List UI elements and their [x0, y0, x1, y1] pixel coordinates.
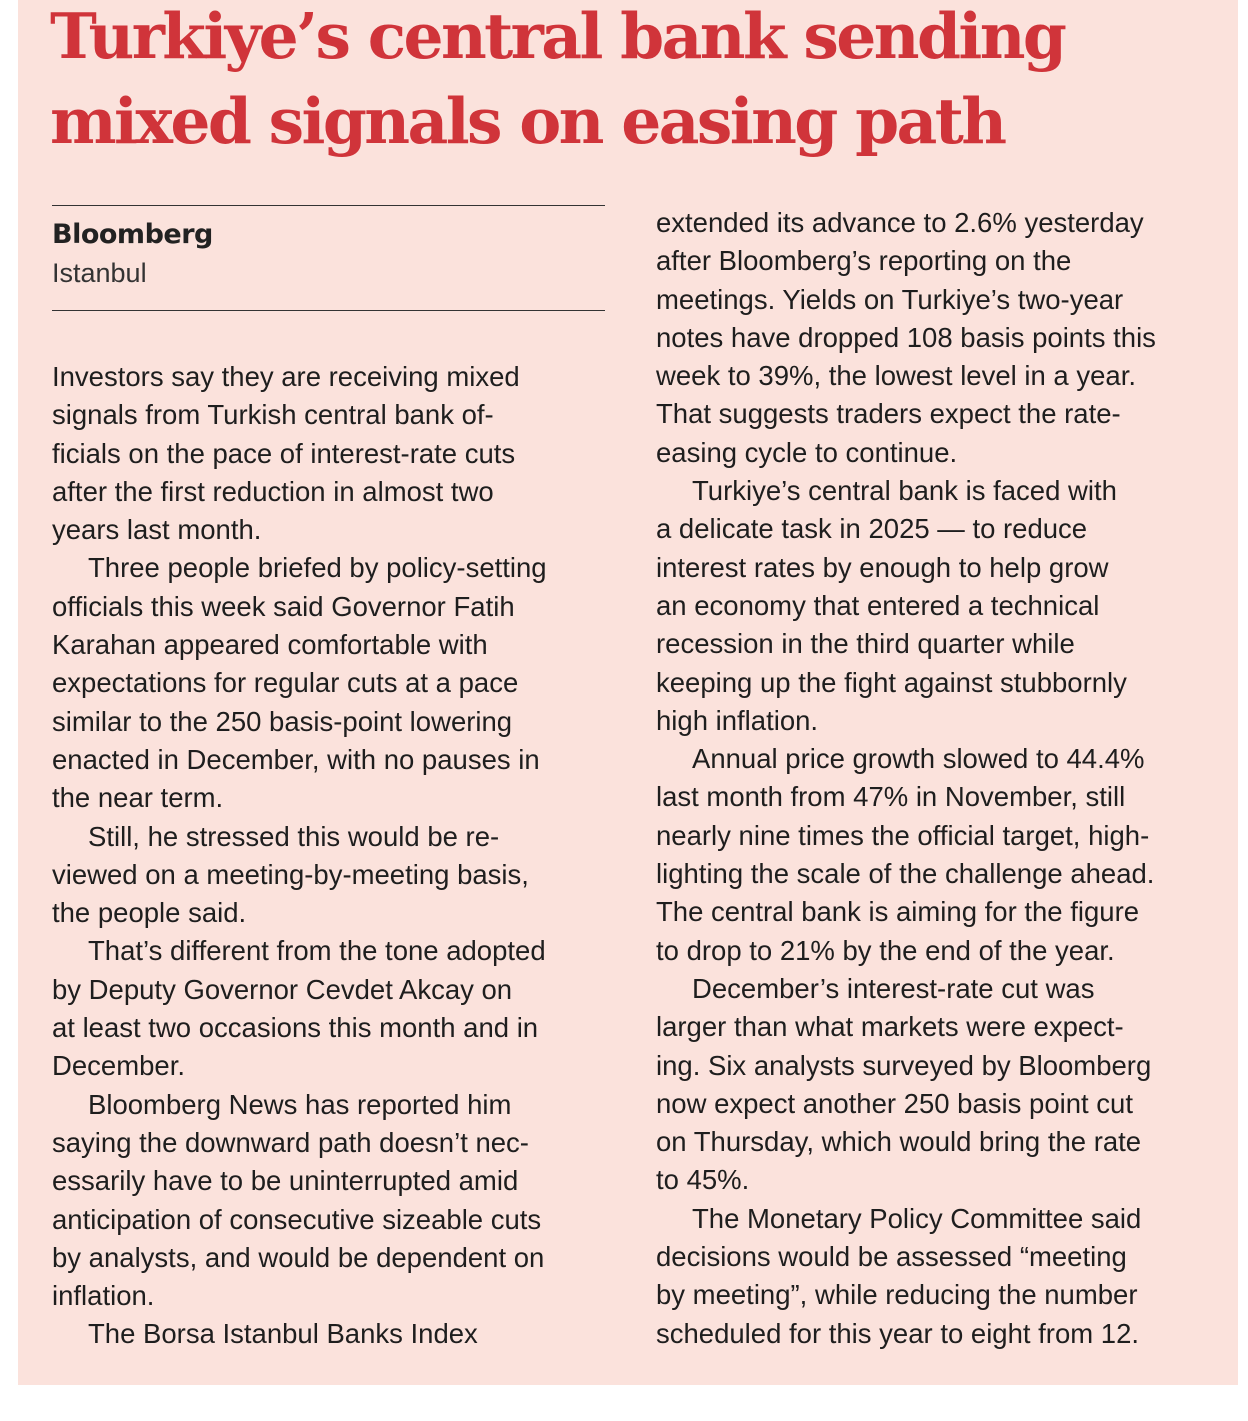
- paragraph-line: nearly nine times the official target, high-: [656, 819, 1150, 851]
- paragraph-line: Investors say they are receiving mixed: [52, 361, 520, 392]
- paragraph-line: last month from 47% in November, still: [656, 781, 1126, 813]
- paragraph-line: Still, he stressed this would be re-: [88, 820, 500, 852]
- article-paragraph: [52, 818, 612, 933]
- paragraph-line: expectations for regular cuts at a pace: [52, 667, 519, 699]
- paragraph-line: extended its advance to 2.6% yesterday: [656, 207, 1144, 238]
- paragraph-line: keeping up the fight against stubbornly: [656, 666, 1127, 698]
- article-paragraph: [52, 549, 612, 817]
- paragraph-line: Bloomberg News has reported him: [88, 1088, 512, 1120]
- paragraph-line: by meeting”, while reducing the number: [656, 1279, 1138, 1311]
- paragraph-line: meetings. Yields on Turkiye’s two-year: [656, 283, 1124, 315]
- paragraph-line: Turkiye’s central bank is faced with: [692, 475, 1117, 507]
- article-paragraph: [656, 472, 1216, 740]
- paragraph-line: now expect another 250 basis point cut: [656, 1087, 1133, 1119]
- paragraph-line: notes have dropped 108 basis points this: [656, 321, 1156, 353]
- byline-source: Bloomberg: [52, 219, 213, 250]
- paragraph-line: December’s interest-rate cut was: [692, 972, 1095, 1004]
- article-column-left: [52, 358, 612, 1354]
- paragraph-line: officials this week said Governor Fatih: [52, 590, 515, 622]
- paragraph-line: Karahan appeared comfortable with: [52, 629, 488, 661]
- paragraph-line: That suggests traders expect the rate-: [656, 398, 1121, 430]
- paragraph-line: a delicate task in 2025 — to reduce: [656, 513, 1088, 545]
- paragraph-line: lighting the scale of the challenge ahead.: [656, 858, 1155, 890]
- paragraph-line: the people said.: [52, 897, 247, 929]
- paragraph-line: high inflation.: [656, 704, 819, 736]
- article-column-right: [656, 204, 1216, 1353]
- paragraph-line: inflation.: [52, 1280, 155, 1312]
- paragraph-line: viewed on a meeting-by-meeting basis,: [52, 858, 529, 890]
- byline-bottom-rule: [52, 310, 605, 311]
- paragraph-line: by Deputy Governor Cevdet Akcay on: [52, 973, 513, 1005]
- paragraph-line: after the first reduction in almost two: [52, 475, 494, 507]
- paragraph-line: scheduled for this year to eight from 12.: [656, 1317, 1140, 1349]
- byline-top-rule: [52, 205, 605, 206]
- paragraph-line: Three people briefed by policy-setting: [88, 552, 547, 584]
- paragraph-line: ficials on the pace of interest-rate cuts: [52, 437, 516, 469]
- paragraph-line: by analysts, and would be dependent on: [52, 1241, 545, 1273]
- paragraph-line: similar to the 250 basis-point lowering: [52, 705, 513, 737]
- paragraph-line: signals from Turkish central bank of-: [52, 399, 494, 431]
- paragraph-line: interest rates by enough to help grow: [656, 551, 1109, 583]
- paragraph-line: decisions would be assessed “meeting: [656, 1241, 1127, 1273]
- paragraph-line: enacted in December, with no pauses in: [52, 743, 540, 775]
- paragraph-line: anticipation of consecutive sizeable cuts: [52, 1203, 542, 1235]
- paragraph-line: the near term.: [52, 782, 224, 814]
- paragraph-line: to 45%.: [656, 1164, 750, 1196]
- article-paragraph: [656, 204, 1216, 472]
- paragraph-line: an economy that entered a technical: [656, 589, 1100, 621]
- byline-location: Istanbul: [52, 258, 147, 288]
- paragraph-line: saying the downward path doesn’t nec-: [52, 1126, 529, 1158]
- paragraph-line: to drop to 21% by the end of the year.: [656, 934, 1115, 966]
- paragraph-line: essarily have to be uninterrupted amid: [52, 1165, 519, 1197]
- article-paragraph: [656, 740, 1216, 970]
- paragraph-line: on Thursday, which would bring the rate: [656, 1126, 1142, 1158]
- headline-line: mixed signals on easing path: [50, 84, 1005, 158]
- paragraph-line: recession in the third quarter while: [656, 628, 1075, 660]
- paragraph-line: at least two occasions this month and in: [52, 1012, 539, 1044]
- paragraph-line: Annual price growth slowed to 44.4%: [692, 743, 1145, 775]
- article-paragraph: [656, 970, 1216, 1200]
- article-paragraph: [52, 932, 612, 1085]
- paragraph-line: ing. Six analysts surveyed by Bloomberg: [656, 1049, 1152, 1081]
- paragraph-line: larger than what markets were expect-: [656, 1011, 1124, 1043]
- paragraph-line: after Bloomberg’s reporting on the: [656, 245, 1072, 277]
- paragraph-line: The Monetary Policy Committee said: [692, 1202, 1142, 1234]
- article-paragraph: [656, 1200, 1216, 1353]
- paragraph-line: That’s different from the tone adopted: [88, 935, 546, 967]
- headline: [50, 0, 1230, 164]
- paragraph-line: years last month.: [52, 514, 262, 546]
- article-paragraph: [52, 1315, 612, 1353]
- headline-line: Turkiye’s central bank sending: [50, 0, 1065, 73]
- article-paragraph: [52, 1086, 612, 1316]
- paragraph-line: The central bank is aiming for the figure: [656, 896, 1140, 928]
- paragraph-line: week to 39%, the lowest level in a year.: [656, 360, 1136, 392]
- paragraph-line: December.: [52, 1050, 185, 1082]
- paragraph-line: easing cycle to continue.: [656, 436, 958, 468]
- article-paragraph: [52, 358, 612, 549]
- paragraph-line: The Borsa Istanbul Banks Index: [88, 1318, 478, 1350]
